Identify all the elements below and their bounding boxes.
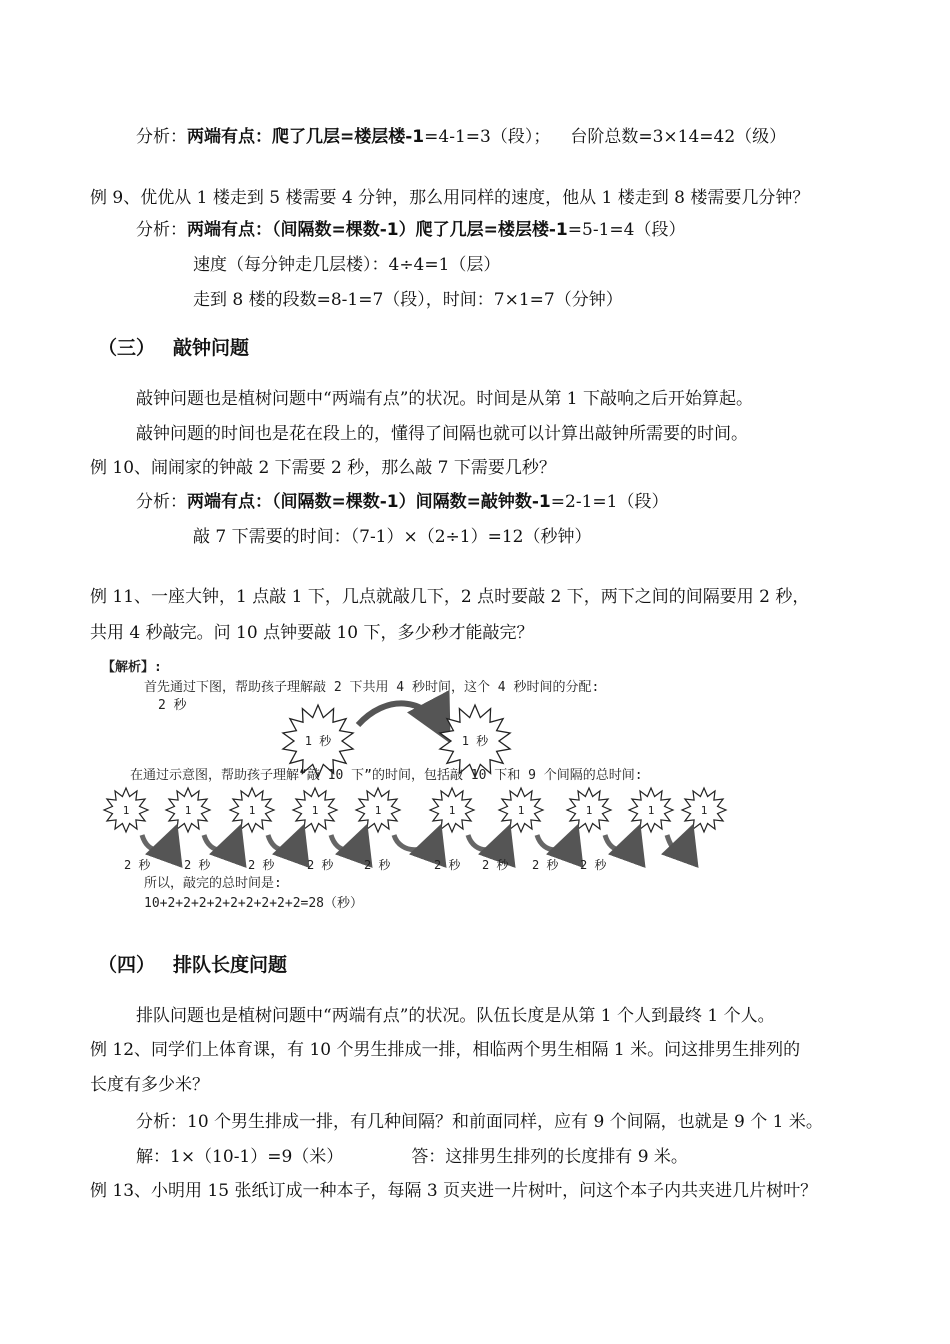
interval-arrows bbox=[142, 833, 690, 850]
strike-label: 1 bbox=[122, 804, 130, 817]
interval-arrow bbox=[331, 833, 364, 850]
ex13-question: 例 13、小明用 15 张纸订成一种本子，每隔 3 页夹进一片树叶，问这个本子内共夹进几片树叶？ bbox=[90, 1181, 818, 1201]
ex9-time: 走到 8 楼的段数=8-1=7（段），时间：7×1=7（分钟） bbox=[193, 290, 623, 310]
interval-label: 2 秒 bbox=[482, 858, 509, 872]
ex10-analysis: 分析：两端有点：（间隔数=棵数-1）间隔数=敲钟数-1=2-1=1（段） bbox=[136, 492, 669, 512]
strike-label: 1 bbox=[374, 804, 382, 817]
interval-labels bbox=[124, 857, 607, 872]
section-3-heading: （三） 敲钟问题 bbox=[98, 337, 250, 359]
two-strike-row bbox=[283, 703, 510, 777]
strike-label: 1 bbox=[184, 804, 192, 817]
section-4-heading: （四） 排队长度问题 bbox=[98, 954, 288, 976]
curved-arrow bbox=[358, 703, 445, 733]
fig-heading: 【解析】: bbox=[102, 660, 162, 675]
interval-arrow bbox=[468, 833, 507, 850]
ten-strikes-row bbox=[104, 788, 726, 832]
ex12-question-line-2: 长度有多少米？ bbox=[90, 1075, 209, 1095]
sec3-paragraph-1: 敲钟问题也是植树问题中“两端有点”的状况。时间是从第 1 下敲响之后开始算起。 bbox=[136, 389, 754, 409]
interval-label: 2 秒 bbox=[434, 858, 461, 872]
ex11-question-line-1: 例 11、一座大钟，1 点敲 1 下，几点就敲几下，2 点时要敲 2 下，两下之间的间隔要用 2 秒， bbox=[90, 587, 810, 607]
strike-label: 1 bbox=[585, 804, 593, 817]
ex11-question-line-2: 共用 4 秒敲完。问 10 点钟要敲 10 下，多少秒才能敲完？ bbox=[90, 623, 534, 643]
interval-label: 2 秒 bbox=[307, 858, 334, 872]
ex9-analysis: 分析：两端有点：（间隔数=棵数-1）爬了几层=楼层楼-1=5-1=4（段） bbox=[136, 220, 686, 240]
interval-arrow bbox=[394, 833, 438, 850]
bell-strike-diagram bbox=[100, 655, 840, 915]
interval-arrow bbox=[605, 833, 637, 850]
strike-label: 1 bbox=[448, 804, 456, 817]
interval-label: 2 秒 bbox=[364, 858, 391, 872]
ex10-time: 敲 7 下需要的时间：（7-1）×（2÷1）=12（秒钟） bbox=[193, 527, 592, 547]
strike-label: 1 bbox=[517, 804, 525, 817]
burst-label-1: 1 秒 bbox=[304, 734, 332, 748]
interval-label: 2 秒 bbox=[532, 858, 559, 872]
ex9-question: 例 9、优优从 1 楼走到 5 楼需要 4 分钟，那么用同样的速度，他从 1 楼走到 8 楼需要几分钟？ bbox=[90, 188, 810, 208]
ex8-analysis: 分析：两端有点：爬了几层=楼层楼-1=4-1=3（段）； 台阶总数=3×14=42（级） bbox=[136, 127, 787, 147]
interval-arrow bbox=[204, 833, 238, 850]
fig-line-1: 首先通过下图，帮助孩子理解敲 2 下共用 4 秒时间，这个 4 秒时间的分配: bbox=[144, 680, 600, 695]
strike-label: 1 bbox=[248, 804, 256, 817]
strike-label: 1 bbox=[311, 804, 319, 817]
sec4-paragraph-1: 排队问题也是植树问题中“两端有点”的状况。队伍长度是从第 1 个人到最终 1 个人。 bbox=[136, 1006, 775, 1026]
interval-arrow bbox=[537, 833, 575, 850]
interval-label: 2 秒 bbox=[248, 858, 275, 872]
ex10-question: 例 10、闹闹家的钟敲 2 下需要 2 秒，那么敲 7 下需要几秒？ bbox=[90, 458, 556, 478]
interval-arrow bbox=[667, 833, 690, 850]
burst-label-2: 1 秒 bbox=[461, 734, 489, 748]
fig-line-4: 10+2+2+2+2+2+2+2+2+2=28（秒） bbox=[144, 896, 364, 911]
ex12-question-line-1: 例 12、同学们上体育课，有 10 个男生排成一排，相临两个男生相隔 1 米。问这排男生排列的 bbox=[90, 1040, 801, 1060]
interval-label: 2 秒 bbox=[124, 858, 151, 872]
interval-arrow bbox=[142, 833, 174, 850]
sec3-paragraph-2: 敲钟问题的时间也是花在段上的，懂得了间隔也就可以计算出敲钟所需要的时间。 bbox=[136, 424, 748, 444]
fig-line-2: 在通过示意图，帮助孩子理解“敲 10 下”的时间，包括敲 10 下和 9 个间隔的总时间: bbox=[130, 768, 643, 783]
fig-line-3: 所以，敲完的总时间是: bbox=[144, 876, 282, 891]
interval-label: 2 秒 bbox=[580, 858, 607, 872]
interval-label: 2 秒 bbox=[184, 858, 211, 872]
strike-label: 1 bbox=[700, 804, 708, 817]
ex12-solution: 解：1×（10-1）=9（米） 答：这排男生排列的长度排有 9 米。 bbox=[136, 1147, 688, 1167]
fig-two-seconds: 2 秒 bbox=[158, 698, 187, 713]
ex9-speed: 速度（每分钟走几层楼）：4÷4=1（层） bbox=[193, 255, 501, 275]
strike-label: 1 bbox=[647, 804, 655, 817]
interval-arrow bbox=[268, 833, 301, 850]
ex12-analysis: 分析：10 个男生排成一排，有几种间隔？和前面同样，应有 9 个间隔，也就是 9 个 1 米。 bbox=[136, 1112, 823, 1132]
